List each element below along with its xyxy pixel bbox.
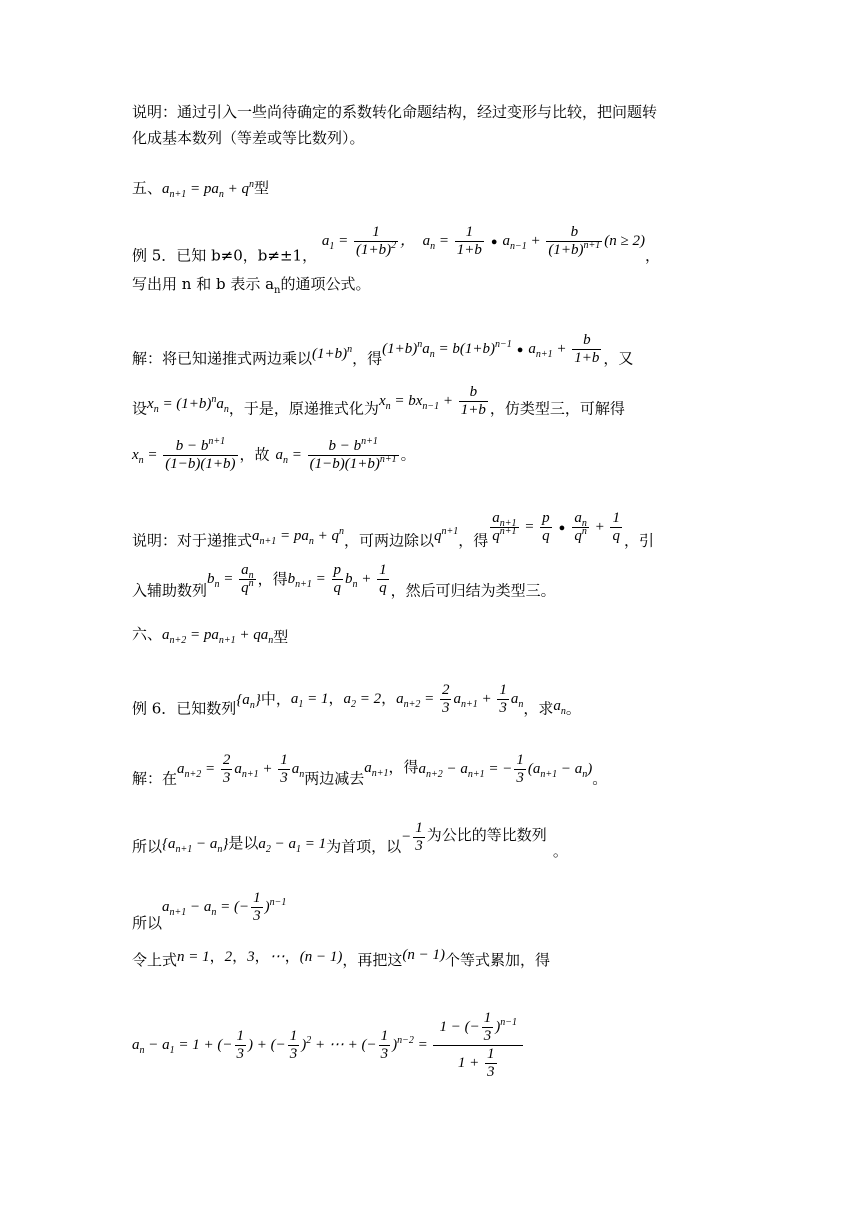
so2-t1: 所以: [132, 913, 163, 932]
so-line2: [132, 890, 287, 932]
note2-t5: 入辅助数列: [132, 581, 208, 600]
so-line1: [132, 820, 568, 865]
let-t2: ，再把这: [342, 951, 403, 969]
solution5-t7: ，故: [239, 445, 270, 464]
solution5-t4: 设: [132, 399, 148, 418]
example6-t3: ，求: [523, 699, 554, 718]
so1-t4: 为公比的等比数列: [426, 825, 547, 844]
let-range: n = 1，2，3，⋯，(n − 1): [177, 949, 343, 965]
example6-conditions: $a_1 = 1$，$a_2 = 2$，$a_{n+2}$ = $\frac{2}{3}$ $a_{n+1}$ + $\frac{1}{3}$ $a_n$: [290, 682, 524, 716]
example6-seq: $\{a_n\}$: [236, 691, 261, 711]
note1-line2: 化成基本数列（等差或等比数列）。: [132, 129, 365, 147]
so1-ratio: − $\frac{1}{3}$: [401, 820, 423, 854]
note2-aux: $b_n$ = $\frac{a_n}{q^n}$: [207, 562, 254, 596]
solution5-line3: [132, 438, 416, 473]
solution5-t6: ，仿类型三，可解得: [489, 399, 625, 418]
so1-first: $a_2 - a_1 = 1$: [258, 835, 327, 855]
so1-t2: 是以: [228, 833, 259, 852]
note2-t3: ，得: [458, 531, 489, 550]
so1-t1: 所以: [132, 837, 163, 856]
so2-formula: $a_{n+1} - a_n$ = (− $\frac{1}{3}$ )$^{n-1}$: [162, 890, 287, 924]
example5-line1: 例 5．已知 b≠0，b≠±1， $a_1$ = $\frac{1}{(1+b)^2}$ ， $a_n$ = $\frac{1}{1+b}$ ● $a_{n-1}$ + $\frac{b}{(1+b)^{n+1}}$ (n ≥ 2)，: [132, 224, 661, 265]
solution6-recurrence: $a_{n+2}$ = $\frac{2}{3}$ $a_{n+1}$ + $\frac{1}{3}$ $a_n$: [177, 752, 305, 786]
final-sum-formula: $a_n - a_1 = 1$ + (− $\frac{1}{3}$ ) + (− $\frac{1}{3}$ )$^2$ + ⋯ + (− $\frac{1}{3}$ )$^{n-2}$ = 1 − (− $\frac{1}{3}$ )$^{n-1}$ 1 + $\frac{1}{3}$: [132, 1010, 525, 1081]
section6-suffix: 型: [273, 628, 289, 646]
note2-line2: [132, 562, 556, 609]
note2-t4: ，引: [623, 531, 654, 550]
section5-heading: [132, 178, 269, 199]
note2-divisor: $q^{n+1}$: [434, 525, 459, 544]
section6-formula: $a_{n+2} = pa_{n+1} + qa_n$: [162, 627, 274, 646]
example6-line: [132, 682, 581, 727]
note2-divided: $\frac{a_{n+1}}{q^{n+1}}$ = $\frac{p}{q}$ ● $\frac{a_n}{q^n}$ + $\frac{1}{q}$: [492, 510, 620, 544]
note2-recurrence: $a_{n+1} = pa_n + q^n$: [252, 525, 345, 547]
solution6-t3: ，得: [388, 757, 419, 776]
solution5-recurrence-x: $x_n = bx_{n-1}$ + $\frac{b}{1+b}$: [378, 384, 486, 418]
section6-heading: [132, 624, 288, 645]
so1-t5: 。: [552, 841, 568, 860]
solution5-line2: [132, 384, 625, 427]
let-count: (n − 1): [402, 947, 445, 963]
example5-line2-end: 的通项公式。: [280, 275, 371, 293]
note1-line1: 说明：通过引入一些尚待确定的系数转化命题结构，经过变形与比较，把问题转: [132, 103, 658, 121]
solution5-t1: 解：将已知递推式两边乘以: [132, 349, 313, 368]
example5-line2-sub: n: [274, 285, 281, 296]
note2-t7: ，然后可归结为类型三。: [390, 581, 556, 600]
solution5-t2: ，得: [352, 349, 383, 368]
solution6-sub: $a_{n+1}$: [364, 759, 389, 779]
section5-prefix: 五、: [132, 179, 163, 197]
section5-suffix: 型: [254, 179, 270, 197]
solution6-t2: 两边减去: [304, 769, 365, 788]
so1-seq: $\{a_{n+1} - a_n\}$: [162, 835, 229, 855]
let-t3: 个等式累加，得: [444, 951, 550, 969]
example5-line2: [132, 274, 371, 294]
so1-t3: 为首项，以: [326, 837, 402, 856]
section6-prefix: 六、: [132, 625, 163, 643]
example6-t4: 。: [565, 699, 581, 718]
let-t1: 令上式: [132, 951, 178, 969]
solution5-eq1: $(1+b)^na_n = b(1+b)^{n-1}$ ● $a_{n+1}$ + $\frac{b}{1+b}$: [382, 332, 600, 366]
example5-line2-text: 写出用 n 和 b 表示 a: [132, 275, 275, 293]
note2-t2: ，可两边除以: [344, 531, 435, 550]
example6-t2: 中，: [260, 689, 291, 708]
example6-t1: 例 6．已知数列: [132, 699, 237, 718]
solution5-line1: [132, 332, 634, 377]
note2-aux-rec: $b_{n+1}$ = $\frac{p}{q}$ $b_n$ + $\frac{1}{q}$: [287, 562, 387, 596]
example6-target: $a_n$: [553, 697, 566, 717]
solution6-result: $a_{n+2} - a_{n+1}$ = − $\frac{1}{3}$ $(a_{n+1} - a_n)$: [418, 752, 593, 786]
final-sum: [132, 1010, 525, 1081]
solution6-line: [132, 752, 608, 797]
section5-formula: $a_{n+1} = pa_n + q^n$: [162, 179, 255, 200]
solution6-t4: 。: [592, 769, 608, 788]
note2-t6: ，得: [257, 569, 288, 588]
solution5-an: $a_n$ = $\frac{b - b^{n+1}}{(1-b)(1+b)^{n+1}}$: [275, 436, 397, 472]
solution5-t5: ，于是，原递推式化为: [228, 399, 379, 418]
solution5-t8: 。: [400, 445, 416, 464]
let-line: [132, 947, 550, 971]
solution6-t1: 解：在: [132, 769, 178, 788]
solution5-factor: $(1+b)^n$: [312, 343, 353, 362]
solution5-def-x: $x_n = (1+b)^na_n$: [147, 393, 229, 415]
example5-formula: $a_1$ = $\frac{1}{(1+b)^2}$ ， $a_n$ = $\frac{1}{1+b}$ ● $a_{n-1}$ + $\frac{b}{(1+b)^{n+1}}$ (n ≥ 2): [321, 224, 646, 258]
note2-line1: [132, 510, 654, 559]
example5-label: 例 5．已知 b≠0，b≠±1，: [132, 246, 318, 265]
solution5-xn: $x_n$ = $\frac{b - b^{n+1}}{(1-b)(1+b)}$: [132, 436, 236, 472]
solution5-t3: ，又: [603, 349, 634, 368]
note2-t1: 说明：对于递推式: [132, 531, 253, 550]
